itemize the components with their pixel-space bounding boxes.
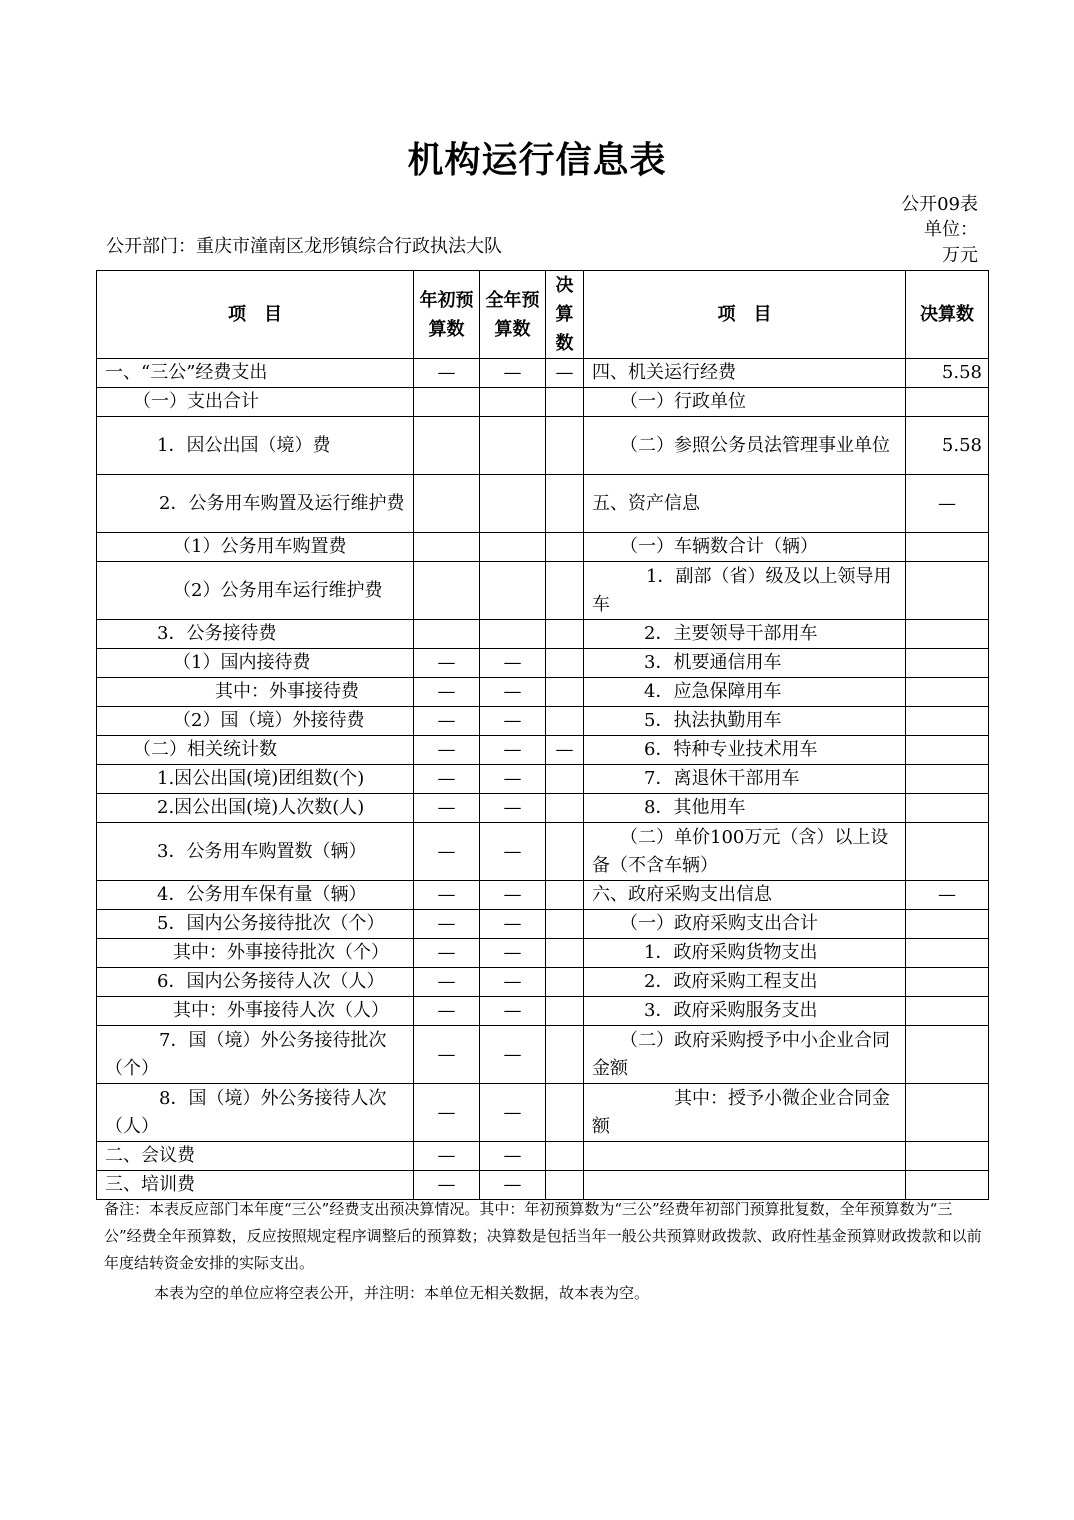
table-row bbox=[97, 736, 989, 765]
row-item-right: （一）政府采购支出合计 bbox=[584, 910, 906, 939]
row-budget-initial: — bbox=[414, 939, 480, 968]
row-budget-full: — bbox=[480, 1142, 546, 1171]
row-item-left: 其中：外事接待批次（个） bbox=[97, 939, 414, 968]
row-budget-initial bbox=[414, 562, 480, 620]
row-budget-initial: — bbox=[414, 649, 480, 678]
row-budget-full: — bbox=[480, 1171, 546, 1200]
row-budget-full: — bbox=[480, 359, 546, 388]
row-budget-full: — bbox=[480, 765, 546, 794]
header-final-right: 决算数 bbox=[906, 271, 989, 359]
row-final-left bbox=[546, 939, 584, 968]
row-final-right bbox=[906, 765, 989, 794]
row-budget-full: — bbox=[480, 968, 546, 997]
row-final-left bbox=[546, 533, 584, 562]
row-final-right: — bbox=[906, 475, 989, 533]
row-final-left bbox=[546, 881, 584, 910]
row-final-left bbox=[546, 620, 584, 649]
row-budget-full bbox=[480, 388, 546, 417]
table-row bbox=[97, 939, 989, 968]
row-item-right: 7．离退休干部用车 bbox=[584, 765, 906, 794]
row-final-right bbox=[906, 794, 989, 823]
row-budget-full bbox=[480, 533, 546, 562]
table-row bbox=[97, 823, 989, 881]
row-budget-initial bbox=[414, 620, 480, 649]
row-final-right: 5.58 bbox=[906, 417, 989, 475]
row-final-right bbox=[906, 910, 989, 939]
row-final-left bbox=[546, 968, 584, 997]
row-budget-full: — bbox=[480, 649, 546, 678]
row-final-left bbox=[546, 1142, 584, 1171]
row-item-left: 二、会议费 bbox=[97, 1142, 414, 1171]
row-budget-full: — bbox=[480, 1084, 546, 1142]
row-budget-initial: — bbox=[414, 359, 480, 388]
header-budget-full: 全年预算数 bbox=[480, 271, 546, 359]
row-budget-initial: — bbox=[414, 881, 480, 910]
info-table bbox=[96, 270, 989, 1200]
row-item-right: 1．政府采购货物支出 bbox=[584, 939, 906, 968]
row-item-right: 6．特种专业技术用车 bbox=[584, 736, 906, 765]
row-item-right bbox=[584, 1142, 906, 1171]
row-final-left: — bbox=[546, 736, 584, 765]
row-item-left: 2．公务用车购置及运行维护费 bbox=[97, 475, 414, 533]
row-item-left: 其中：外事接待人次（人） bbox=[97, 997, 414, 1026]
row-item-right: 四、机关运行经费 bbox=[584, 359, 906, 388]
row-budget-full: — bbox=[480, 678, 546, 707]
row-final-left bbox=[546, 910, 584, 939]
row-budget-full: — bbox=[480, 736, 546, 765]
row-final-right bbox=[906, 649, 989, 678]
row-final-left bbox=[546, 475, 584, 533]
row-budget-full: — bbox=[480, 794, 546, 823]
row-item-right: 1．副部（省）级及以上领导用车 bbox=[584, 562, 906, 620]
row-budget-initial bbox=[414, 388, 480, 417]
row-final-right bbox=[906, 823, 989, 881]
row-budget-initial: — bbox=[414, 736, 480, 765]
row-budget-full bbox=[480, 475, 546, 533]
row-final-left bbox=[546, 1084, 584, 1142]
row-budget-initial: — bbox=[414, 968, 480, 997]
unit-line-1: 单位： bbox=[924, 219, 978, 240]
row-budget-full: — bbox=[480, 823, 546, 881]
row-final-right bbox=[906, 997, 989, 1026]
row-item-left: （1）国内接待费 bbox=[97, 649, 414, 678]
row-budget-initial: — bbox=[414, 707, 480, 736]
row-budget-initial: — bbox=[414, 997, 480, 1026]
row-item-left: （2）国（境）外接待费 bbox=[97, 707, 414, 736]
row-item-left: 2.因公出国(境)人次数(人) bbox=[97, 794, 414, 823]
row-budget-full bbox=[480, 417, 546, 475]
table-row bbox=[97, 707, 989, 736]
row-final-right bbox=[906, 1084, 989, 1142]
unit-label bbox=[908, 217, 978, 269]
row-budget-full: — bbox=[480, 1026, 546, 1084]
row-budget-initial: — bbox=[414, 1142, 480, 1171]
row-item-left: 3．公务用车购置数（辆） bbox=[97, 823, 414, 881]
row-final-right bbox=[906, 678, 989, 707]
header-item-left: 项 目 bbox=[97, 271, 414, 359]
row-final-right bbox=[906, 968, 989, 997]
row-final-right: 5.58 bbox=[906, 359, 989, 388]
row-item-left: 3．公务接待费 bbox=[97, 620, 414, 649]
row-item-left: 其中：外事接待费 bbox=[97, 678, 414, 707]
row-item-right: 其中：授予小微企业合同金额 bbox=[584, 1084, 906, 1142]
department-label: 公开部门：重庆市潼南区龙形镇综合行政执法大队 bbox=[106, 236, 502, 257]
table-row bbox=[97, 794, 989, 823]
row-final-left bbox=[546, 562, 584, 620]
row-budget-initial: — bbox=[414, 1026, 480, 1084]
row-budget-initial: — bbox=[414, 1171, 480, 1200]
table-row bbox=[97, 678, 989, 707]
row-item-left: 1.因公出国(境)团组数(个) bbox=[97, 765, 414, 794]
row-budget-initial: — bbox=[414, 1084, 480, 1142]
table-row bbox=[97, 649, 989, 678]
row-budget-initial: — bbox=[414, 823, 480, 881]
row-item-left: （2）公务用车运行维护费 bbox=[97, 562, 414, 620]
row-item-right: 五、资产信息 bbox=[584, 475, 906, 533]
row-item-right: 8．其他用车 bbox=[584, 794, 906, 823]
table-row bbox=[97, 910, 989, 939]
note-empty-table: 本表为空的单位应将空表公开，并注明：本单位无相关数据，故本表为空。 bbox=[154, 1284, 650, 1302]
row-final-right bbox=[906, 707, 989, 736]
row-item-right: 3．政府采购服务支出 bbox=[584, 997, 906, 1026]
row-final-left bbox=[546, 794, 584, 823]
row-final-left bbox=[546, 997, 584, 1026]
row-item-left: 5．国内公务接待批次（个） bbox=[97, 910, 414, 939]
row-item-left: （1）公务用车购置费 bbox=[97, 533, 414, 562]
table-row bbox=[97, 881, 989, 910]
row-budget-initial bbox=[414, 475, 480, 533]
row-item-right: （一）车辆数合计（辆） bbox=[584, 533, 906, 562]
row-item-left: 一、“三公”经费支出 bbox=[97, 359, 414, 388]
row-item-right: （一）行政单位 bbox=[584, 388, 906, 417]
row-budget-full: — bbox=[480, 939, 546, 968]
table-row bbox=[97, 620, 989, 649]
page-title: 机构运行信息表 bbox=[407, 140, 667, 181]
row-final-left bbox=[546, 823, 584, 881]
row-final-right bbox=[906, 533, 989, 562]
row-item-right: 六、政府采购支出信息 bbox=[584, 881, 906, 910]
row-budget-full: — bbox=[480, 910, 546, 939]
row-final-left: — bbox=[546, 359, 584, 388]
row-budget-full: — bbox=[480, 997, 546, 1026]
table-row bbox=[97, 417, 989, 475]
row-item-left: （二）相关统计数 bbox=[97, 736, 414, 765]
row-budget-initial: — bbox=[414, 910, 480, 939]
row-final-right bbox=[906, 1142, 989, 1171]
row-item-left: 1．因公出国（境）费 bbox=[97, 417, 414, 475]
row-item-left: 4．公务用车保有量（辆） bbox=[97, 881, 414, 910]
row-item-right: （二）单价100万元（含）以上设备（不含车辆） bbox=[584, 823, 906, 881]
row-item-right: 5．执法执勤用车 bbox=[584, 707, 906, 736]
table-row bbox=[97, 533, 989, 562]
header-row bbox=[97, 271, 989, 359]
row-budget-full: — bbox=[480, 707, 546, 736]
row-final-left bbox=[546, 649, 584, 678]
row-final-right bbox=[906, 388, 989, 417]
header-final-left: 决算数 bbox=[546, 271, 584, 359]
row-budget-initial bbox=[414, 533, 480, 562]
table-row bbox=[97, 968, 989, 997]
row-budget-full bbox=[480, 562, 546, 620]
table-row bbox=[97, 997, 989, 1026]
table-row bbox=[97, 1142, 989, 1171]
row-final-left bbox=[546, 707, 584, 736]
row-final-right bbox=[906, 939, 989, 968]
unit-line-2: 万元 bbox=[942, 245, 978, 266]
row-item-left: 三、培训费 bbox=[97, 1171, 414, 1200]
row-budget-initial bbox=[414, 417, 480, 475]
row-final-left bbox=[546, 417, 584, 475]
table-row bbox=[97, 765, 989, 794]
row-item-right: （二）政府采购授予中小企业合同金额 bbox=[584, 1026, 906, 1084]
table-row bbox=[97, 1026, 989, 1084]
row-final-left bbox=[546, 678, 584, 707]
row-item-right: 3．机要通信用车 bbox=[584, 649, 906, 678]
table-row bbox=[97, 562, 989, 620]
row-final-left bbox=[546, 388, 584, 417]
row-final-left bbox=[546, 765, 584, 794]
row-item-right: （二）参照公务员法管理事业单位 bbox=[584, 417, 906, 475]
row-final-right: — bbox=[906, 881, 989, 910]
row-final-right bbox=[906, 1026, 989, 1084]
row-final-left bbox=[546, 1026, 584, 1084]
row-final-right bbox=[906, 620, 989, 649]
row-item-left: 6．国内公务接待人次（人） bbox=[97, 968, 414, 997]
row-item-left: 8．国（境）外公务接待人次（人） bbox=[97, 1084, 414, 1142]
header-budget-initial: 年初预算数 bbox=[414, 271, 480, 359]
table-row bbox=[97, 475, 989, 533]
note-remark: 备注：本表反应部门本年度“三公”经费支出预决算情况。其中：年初预算数为“三公”经费年初部门预算批复数，全年预算数为“三公”经费全年预算数，反应按照规定程序调整后的预算数；决算数是包括当年一般公共预算财政拨款、政府性基金预算财政拨款和以前年度结转资金安排的实际支出。 bbox=[104, 1200, 982, 1272]
row-item-left: （一）支出合计 bbox=[97, 388, 414, 417]
row-item-right: 2．主要领导干部用车 bbox=[584, 620, 906, 649]
row-budget-full: — bbox=[480, 881, 546, 910]
row-item-right: 2．政府采购工程支出 bbox=[584, 968, 906, 997]
row-budget-initial: — bbox=[414, 765, 480, 794]
row-item-left: 7．国（境）外公务接待批次（个） bbox=[97, 1026, 414, 1084]
row-budget-full bbox=[480, 620, 546, 649]
form-number: 公开09表 bbox=[901, 194, 978, 215]
row-final-right bbox=[906, 562, 989, 620]
row-final-right bbox=[906, 736, 989, 765]
row-budget-initial: — bbox=[414, 794, 480, 823]
table-row bbox=[97, 388, 989, 417]
table-row bbox=[97, 359, 989, 388]
row-item-right: 4．应急保障用车 bbox=[584, 678, 906, 707]
header-item-right: 项 目 bbox=[584, 271, 906, 359]
row-budget-initial: — bbox=[414, 678, 480, 707]
table-row bbox=[97, 1084, 989, 1142]
